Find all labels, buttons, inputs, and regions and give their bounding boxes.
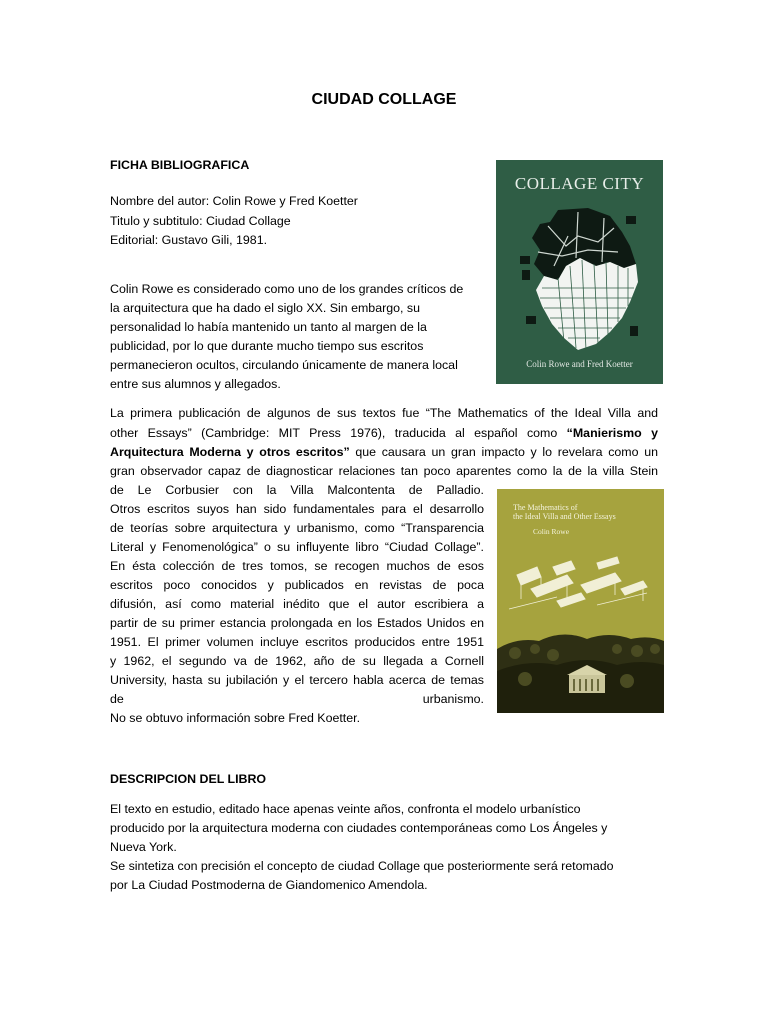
paragraph-line: other Essays” (Cambridge: MIT Press 1976), traducida al español como “Manierismo y — [110, 426, 658, 440]
book-cover-collage-city — [496, 160, 663, 384]
paragraph-line: La primera publicación de algunos de sus textos fue “The Mathematics of the Ideal Villa and — [110, 406, 658, 420]
book-cover-mathematics-ideal-villa — [497, 489, 664, 713]
paragraph-line: 1951. El primer volumen incluye escritos producidos entre 1951 — [110, 635, 484, 649]
paragraph-line: de teorías sobre arquitectura y urbanismo, como “Transparencia — [110, 521, 484, 535]
page-title: CIUDAD COLLAGE — [311, 91, 457, 108]
paragraph-line: Se sintetiza con precisión el concepto de ciudad Collage que posteriormente será retomado — [110, 859, 614, 873]
field-author: Nombre del autor: Colin Rowe y Fred Koetter — [110, 194, 358, 208]
paragraph-line: de Le Corbusier con la Villa Malcontenta de Palladio. — [110, 483, 484, 497]
paragraph-line: Nueva York. — [110, 840, 177, 854]
paragraph-line: gran observador capaz de diagnosticar relaciones tan poco aparentes como la de la villa Stein — [110, 464, 658, 478]
section-heading-bibliographic: FICHA BIBLIOGRAFICA — [110, 158, 250, 172]
paragraph-line: Colin Rowe es considerado como uno de los grandes críticos de — [110, 282, 464, 296]
paragraph-line: El texto en estudio, editado hace apenas veinte años, confronta el modelo urbanístico — [110, 802, 581, 816]
section-heading-description: DESCRIPCION DEL LIBRO — [110, 772, 267, 786]
paragraph-line: Arquitectura Moderna y otros escritos” que causara un gran impacto y lo revelara como un — [110, 445, 658, 459]
paragraph-line: urbanismo. — [422, 692, 484, 706]
paragraph-line: de — [110, 692, 124, 706]
paragraph-line: por La Ciudad Postmoderna de Giandomenico Amendola. — [110, 878, 428, 892]
cover-author: Colin Rowe and Fred Koetter — [526, 359, 633, 369]
no-info-note: No se obtuvo información sobre Fred Koetter. — [110, 711, 361, 725]
paragraph-line: producido por la arquitectura moderna con ciudades contemporáneas como Los Ángeles y — [110, 821, 608, 835]
cover-title: COLLAGE CITY — [514, 174, 645, 193]
paragraph-line: entre sus alumnos y allegados. — [110, 377, 281, 391]
city-plan-figure — [518, 206, 642, 354]
paragraph-line: publicidad, por lo que durante mucho tiempo sus escritos — [110, 339, 424, 353]
cover-author: Colin Rowe — [533, 527, 570, 536]
paragraph-line: escritos poco conocidos y publicados en revistas de poca — [110, 578, 484, 592]
paragraph-line: University, hasta su jubilación y el tercero habla acerca de temas — [110, 673, 484, 687]
paragraph-line: difusión, así como material inédito que el autor escribiera a — [110, 597, 484, 611]
villa-landscape-figure — [497, 489, 664, 713]
paragraph-line: y 1962, el segundo va de 1962, año de su llegada a Cornell — [110, 654, 484, 668]
paragraph-line: Otros escritos suyos han sido fundamentales para el desarrollo — [110, 502, 484, 516]
paragraph-line: En ésta colección de tres tomos, se recogen muchos de esos — [110, 559, 484, 573]
field-title: Titulo y subtitulo: Ciudad Collage — [110, 214, 291, 228]
paragraph-line: personalidad lo había mantenido un tanto al margen de la — [110, 320, 427, 334]
paragraph-line: la arquitectura que ha dado el siglo XX. Sin embargo, su — [110, 301, 420, 315]
paragraph-line: partir de su primer estancia prolongada en los Estados Unidos en — [110, 616, 484, 630]
paragraph-line: Literal y Fenomenológica” o su influyente libro “Ciudad Collage”. — [110, 540, 484, 554]
cover-title: The Mathematics of the Ideal Villa and Other Essays — [513, 503, 616, 521]
field-publisher: Editorial: Gustavo Gili, 1981. — [110, 233, 268, 247]
paragraph-line: permanecieron ocultos, circulando únicamente de manera local — [110, 358, 458, 372]
